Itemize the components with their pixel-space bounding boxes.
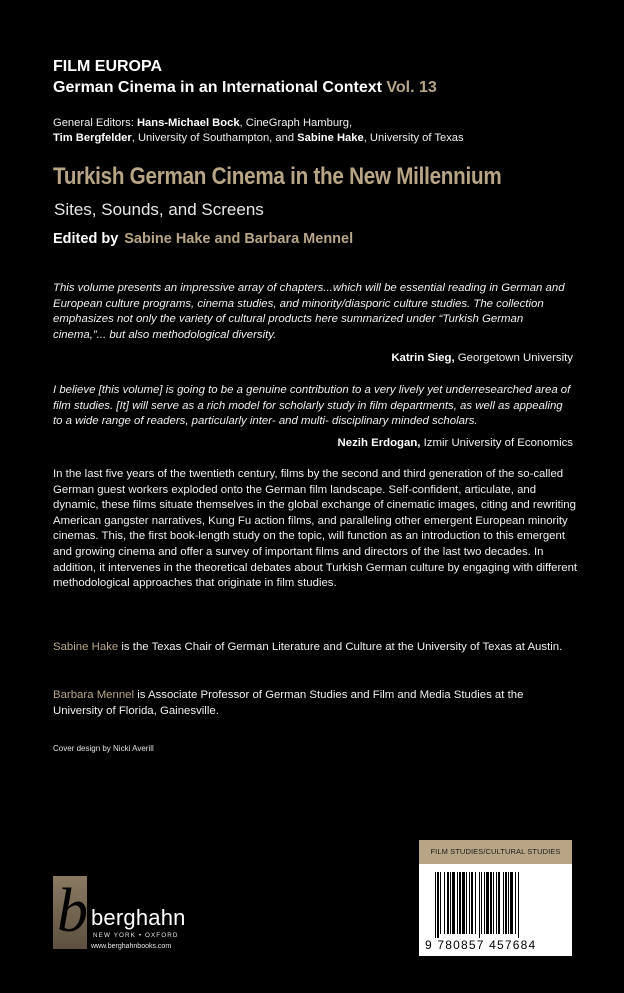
editor-affiliation: , CineGraph Hamburg, — [239, 117, 353, 129]
publisher-logo — [53, 876, 198, 956]
editor-name: Tim Bergfelder — [53, 132, 132, 144]
quote-affiliation: Georgetown University — [454, 352, 573, 364]
quote-attribution — [338, 437, 573, 449]
cover-credit: Cover design by Nicki Averill — [53, 744, 154, 753]
publisher-place: NEW YORK • OXFORD — [93, 932, 179, 939]
bio-name: Barbara Mennel — [53, 689, 135, 701]
edited-by-names: Sabine Hake and Barbara Mennel — [124, 231, 354, 247]
editor-affiliation: , University of Texas — [363, 132, 464, 144]
bio-name: Sabine Hake — [53, 641, 119, 653]
series-subtitle-text: German Cinema in an International Context — [53, 79, 382, 96]
series-heading — [53, 57, 583, 98]
book-description: In the last five years of the twentieth century, films by the second and third generation of the so-called German guest workers exploded onto the German film landscape. Self-confident, articulate, and dynamic, these films situate themselves in the global exchange of cinematic images, citing and rewriting American gangster narratives, Kung Fu action films, and paralleling other emergent European minority cinemas. This, the first book-length study on the topic, will function as an introduction to this emergent and growing cinema and offer a survey of important films and directors of the last two decades. In addition, it intervenes in the theoretical debates about Turkish German culture by engaging with different methodological approaches that originate in film studies. — [53, 468, 578, 590]
publisher-url: www.berghahnbooks.com — [91, 943, 172, 950]
editors-prefix: General Editors: — [53, 117, 137, 129]
isbn-number: 9 780857 457684 — [425, 938, 537, 952]
review-quote: I believe [this volume] is going to be a genuine contribution to a very lively yet underresearched area of film studies. [It] will serve as a rich model for scholarly study in film departments, as well as appealing to a wide range of readers, particularly inter- and multi- disciplinary minded scholars. — [53, 384, 571, 427]
general-editors — [53, 116, 593, 146]
bio-text: is the Texas Chair of German Literature and Culture at the University of Texas at Austin. — [118, 641, 563, 653]
review-quote: This volume presents an impressive array of chapters...which will be essential reading in German and European culture programs, cinema studies, and minority/diasporic culture studies. The collection emphasizes not only the variety of cultural products here summarized under “Turkish German cinema,”... but also methodological diversity. — [53, 282, 565, 341]
editor-bio — [53, 688, 573, 719]
editor-name: Hans-Michael Bock — [136, 117, 240, 129]
quote-attribution — [391, 352, 573, 364]
publisher-mark-glyph: b — [57, 877, 88, 945]
book-title: Turkish German Cinema in the New Millennium — [53, 163, 502, 190]
editor-bio — [53, 640, 573, 656]
isbn-barcode — [419, 864, 572, 956]
publisher-mark-icon — [53, 876, 87, 949]
publisher-name: berghahn — [91, 905, 186, 930]
edited-by-label: Edited by — [53, 231, 119, 247]
editor-affiliation: , University of Southampton, and — [131, 132, 298, 144]
book-subtitle: Sites, Sounds, and Screens — [54, 200, 264, 219]
series-name: FILM EUROPA — [53, 58, 163, 75]
category-label: FILM STUDIES/CULTURAL STUDIES — [419, 840, 572, 864]
series-volume: Vol. 13 — [386, 79, 437, 96]
quote-author: Nezih Erdogan, — [337, 437, 421, 449]
edited-by — [53, 231, 353, 247]
bio-text: is Associate Professor of German Studies and Film and Media Studies at the University of Florida, Gainesville. — [53, 689, 524, 717]
series-subtitle — [53, 77, 583, 98]
quote-affiliation: Izmir University of Economics — [420, 437, 573, 449]
editor-name: Sabine Hake — [297, 132, 364, 144]
quote-author: Katrin Sieg, — [391, 352, 455, 364]
